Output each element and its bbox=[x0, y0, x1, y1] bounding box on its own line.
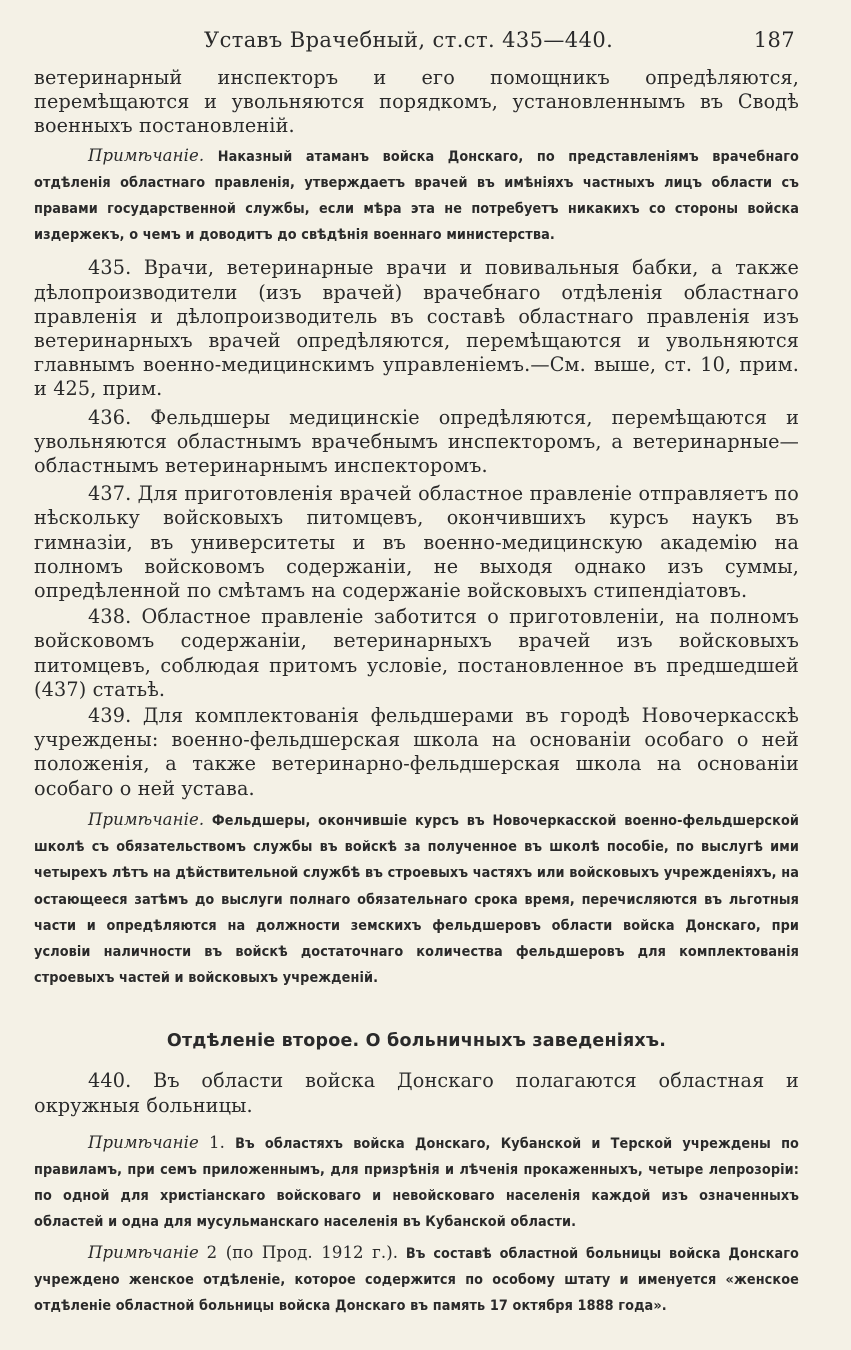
article-number: 435. bbox=[88, 256, 132, 280]
article-text: Для комплектованія фельдшерами въ городѣ Новочеркасскѣ учреждены: военно-фельдшерская школа на основаніи особаго о ней положенія, а также ветеринарно-фельдшерская школа на основаніи особаго о ней устава. bbox=[34, 704, 799, 800]
article-number: 437. bbox=[88, 482, 132, 506]
note-label: Примѣчаніе bbox=[88, 1132, 199, 1152]
continuation-paragraph: ветеринарный инспекторъ и его помощникъ опредѣляются, перемѣщаются и увольняются порядкомъ, установленнымъ въ Сводѣ военныхъ постановленій. bbox=[34, 66, 799, 138]
article-number: 438. bbox=[88, 605, 132, 629]
note-label: Примѣчаніе bbox=[88, 1242, 199, 1262]
article-text: Для приготовленія врачей областное правленіе отправляетъ по нѣскольку войсковыхъ питомцевъ, окончившихъ курсъ наукъ въ гимназіи, въ университеты и въ военно-медицинскую академію на полномъ войсковомъ содержаніи, не выходя однако изъ суммы, опредѣленной по смѣтамъ на содержаніе войсковыхъ стипендіатовъ. bbox=[34, 482, 800, 603]
article-text: Въ области войска Донскаго полагаются областная и окружныя больницы. bbox=[34, 1069, 799, 1117]
article-text: Фельдшеры медицинскіе опредѣляются, перемѣщаются и увольняются областнымъ врачебнымъ инспекторомъ, а ветеринарные—областнымъ ветеринарнымъ инспекторомъ. bbox=[34, 405, 800, 478]
page-number: 187 bbox=[753, 28, 795, 52]
note-label: Примѣчаніе. bbox=[88, 145, 205, 165]
note-number: 1. bbox=[208, 1132, 225, 1152]
article-436 bbox=[34, 406, 799, 479]
running-title: Уставъ Врачебный, ст.ст. 435—440. bbox=[204, 28, 614, 52]
note-text: Въ составѣ областной больницы войска Донскаго учреждено женское отдѣленіе, которое содержится по особому штату и именуется «женское отдѣленіе областной больницы войска Донскаго въ память 17 октября 1888 года». bbox=[34, 1245, 799, 1314]
note-paragraph bbox=[34, 1240, 799, 1320]
article-438 bbox=[34, 605, 799, 702]
article-440 bbox=[34, 1069, 799, 1117]
section-heading: Отдѣленіе второе. О больничныхъ заведеніяхъ. bbox=[166, 1031, 667, 1052]
article-435 bbox=[34, 256, 799, 401]
article-number: 440. bbox=[88, 1069, 132, 1093]
page-header bbox=[34, 24, 799, 64]
note-number: 2 (по Прод. 1912 г.). bbox=[206, 1242, 399, 1262]
article-text: Врачи, ветеринарные врачи и повивальныя бабки, а также дѣлопроизводители (изъ врачей) врачебнаго отдѣленія областнаго правленія и дѣлопроизводитель въ составѣ областнаго правленія изъ ветеринарныхъ врачей опредѣляются, перемѣщаются и увольняются главнымъ военно-медицинскимъ управленіемъ.—См. выше, ст. 10, прим. и 425, прим. bbox=[34, 256, 799, 401]
note-paragraph bbox=[34, 807, 799, 991]
note-text: Въ областяхъ войска Донскаго, Кубанской и Терской учреждены по правиламъ, при семъ приложеннымъ, для призрѣнія и лѣченія прокаженныхъ, четыре лепрозоріи: по одной для христіанскаго войсковаго и невойсковаго населенія каждой изъ означенныхъ областей и одна для мусульманскаго населенія въ Кубанской области. bbox=[34, 1135, 799, 1231]
article-text: Областное правленіе заботится о приготовленіи, на полномъ войсковомъ содержаніи, ветеринарныхъ врачей изъ войсковыхъ питомцевъ, соблюдая притомъ условіе, постановленное въ предшедшей (437) статьѣ. bbox=[34, 605, 800, 701]
article-number: 439. bbox=[88, 704, 132, 728]
article-439 bbox=[34, 704, 799, 801]
note-paragraph bbox=[34, 143, 799, 249]
article-437 bbox=[34, 482, 799, 603]
note-text: Наказный атаманъ войска Донскаго, по представленіямъ врачебнаго отдѣленія областнаго правленія, утверждаетъ врачей въ имѣніяхъ частныхъ лицъ области съ правами государственной службы, если мѣра эта не потребуетъ никакихъ со стороны войска издержекъ, о чемъ и доводитъ до свѣдѣнія военнаго министерства. bbox=[34, 148, 799, 244]
note-text: Фельдшеры, окончившіе курсъ въ Новочеркасской военно-фельдшерской школѣ съ обязательствомъ службы въ войскѣ за полученное въ школѣ пособіе, по выслугѣ ими четырехъ лѣтъ на дѣйствительной службѣ въ строевыхъ частяхъ или войсковыхъ учрежденіяхъ, на остающееся затѣмъ до выслуги полнаго обязательнаго срока время, перечисляются въ льготныя части и опредѣляются на должности земскихъ фельдшеровъ области войска Донскаго, при условіи наличности въ войскѣ достаточнаго количества фельдшеровъ для комплектованія строевыхъ частей и войсковыхъ учрежденій. bbox=[34, 812, 799, 987]
note-label: Примѣчаніе. bbox=[88, 809, 205, 829]
note-paragraph bbox=[34, 1130, 799, 1236]
article-number: 436. bbox=[88, 405, 132, 429]
